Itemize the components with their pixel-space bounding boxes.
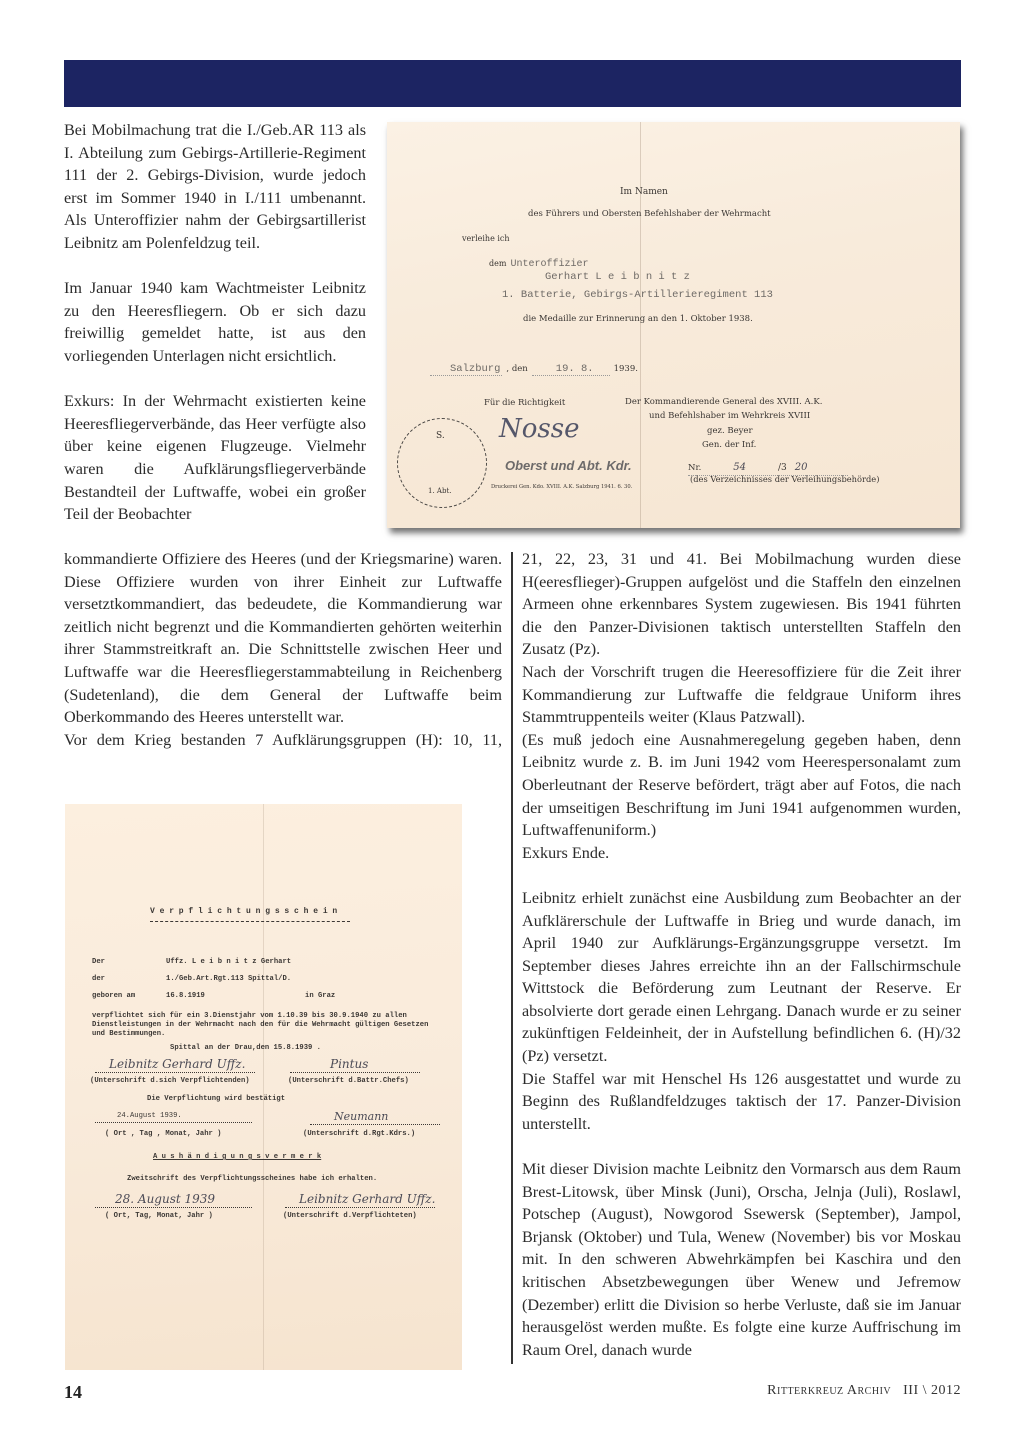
doc1-dem: dem bbox=[489, 259, 507, 268]
doc1-round-stamp bbox=[397, 418, 487, 508]
doc1-fuehrer-line: des Führers und Obersten Befehlshaber der Wehrmacht bbox=[528, 209, 771, 219]
paragraph: (Es muß jedoch eine Ausnahmeregelung gegeben haben, denn Leibnitz wurde z. B. im Juni 1942 vom Heerespersonalamt zum Oberleutnant der Reserve befördert, trägt aber auf Fotos, die nach der umseitigen Beschriftung im Juni 1941 aufgenommen wurden, Luftwaffenuniform.) bbox=[522, 730, 961, 840]
doc1-unit: 1. Batterie, Gebirgs-Artillerieregiment 113 bbox=[502, 289, 773, 301]
doc1-den: , den bbox=[506, 364, 528, 374]
paragraph: Bei Mobilmachung trat die I./Geb.AR 113 als I. Abteilung zum Gebirgs-Artillerie-Regiment 111 der 2. Gebirgs-Division, wurde jedoch erst im Sommer 1940 in I./111 umbenannt. Als Unteroffizier nahm der Gebirgsartillerist Leibnitz am Polenfeldzug teil. bbox=[64, 121, 366, 252]
doc2-sig-1: Leibnitz Gerhard Uffz. bbox=[95, 1056, 255, 1073]
doc2-receipt-title: A u s h ä n d i g u n g s v e r m e r k bbox=[153, 1153, 322, 1161]
doc1-place: Salzburg bbox=[430, 363, 502, 376]
doc2-sig-1-label: (Unterschrift d.sich Verpflichtenden) bbox=[90, 1077, 250, 1085]
doc1-im-namen: Im Namen bbox=[620, 187, 668, 197]
doc1-date: 19. 8. bbox=[532, 363, 610, 376]
doc1-name: Gerhart L e i b n i t z bbox=[545, 271, 690, 283]
doc1-officer-stamp: Oberst und Abt. Kdr. bbox=[505, 458, 632, 473]
doc2-receipt-text: Zweitschrift des Verpflichtungsscheines habe ich erhalten. bbox=[127, 1175, 378, 1183]
column-divider bbox=[511, 552, 513, 1364]
doc1-place-date bbox=[430, 358, 638, 376]
doc2-title: V e r p f l i c h t u n g s s c h e i n bbox=[150, 907, 338, 916]
doc1-general-3: gez. Beyer bbox=[707, 426, 753, 436]
doc2-sig-2: Pintus bbox=[290, 1056, 420, 1073]
doc1-stamp-letter: S. bbox=[436, 431, 445, 441]
doc2-der-label: Der bbox=[92, 958, 105, 966]
paragraph: kommandierte Offiziere des Heeres (und der Kriegsmarine) waren. Diese Offiziere wurden von ihrer Einheit zur Luftwaffe versetztkommandiert, das bedeudete, die Kommandierung war zeitlich nicht begrenzt und die Kommandierten gehörten weiterhin ihrer Stammstreitkraft an. Die Schnittstelle zwischen Heer und Luftwaffe war die Heeresfliegerstammabteilung in Reichenberg (Sudetenland), die dem General der Luftwaffe beim Oberkommando des Heeres unterstellt war. bbox=[64, 550, 502, 727]
doc1-signature: Nosse bbox=[499, 414, 580, 444]
doc2-der2-label: der bbox=[92, 975, 105, 983]
paragraph: Exkurs Ende. bbox=[522, 843, 610, 862]
doc1-stamp-bottom: 1. Abt. bbox=[428, 487, 452, 495]
doc2-receipt-date: 28. August 1939 bbox=[95, 1192, 252, 1208]
header-banner bbox=[64, 60, 961, 107]
doc2-der2-value: 1./Geb.Art.Rgt.113 Spittal/D. bbox=[166, 975, 292, 983]
paragraph: 21, 22, 23, 31 und 41. Bei Mobilmachung wurden diese H(eeresflieger)-Gruppen aufgelöst und die Staffeln den einzelnen Armeen ohne erkennbares System zugewiesen. Bis 1941 führten die den Panzer-Divisionen taktisch unterstellten Staffeln den Zusatz (Pz). bbox=[522, 550, 961, 659]
doc1-general-2: und Befehlshaber im Wehrkreis XVIII bbox=[649, 411, 811, 421]
doc2-confirm: Die Verpflichtung wird bestätigt bbox=[147, 1095, 286, 1103]
doc2-born-place: in Graz bbox=[305, 992, 336, 1000]
doc2-sig-2-label: (Unterschrift d.Battr.Chefs) bbox=[288, 1077, 409, 1085]
paragraph: Nach der Vorschrift trugen die Heeresoffiziere für die Zeit ihrer Kommandierung zur Luftwaffe die feldgraue Uniform ihres Stammtruppenteils weiter (Klaus Patzwall). bbox=[522, 662, 961, 727]
doc2-ort-label: ( Ort , Tag , Monat, Jahr ) bbox=[105, 1130, 222, 1138]
magazine-title: Ritterkreuz Archiv III \ 2012 bbox=[767, 1383, 961, 1398]
doc1-registry: (des Verzeichnisses der Verleihungsbehörde) bbox=[690, 474, 880, 484]
doc1-award: die Medaille zur Erinnerung an den 1. Oktober 1938. bbox=[523, 314, 753, 324]
doc2-born-label: geboren am bbox=[92, 992, 136, 1000]
doc2-sig-3-label: (Unterschrift d.Rgt.Kdrs.) bbox=[303, 1130, 416, 1138]
paragraph: Im Januar 1940 kam Wachtmeister Leibnitz zu den Heeresfliegern. Ob er sich dazu freiwillig gemeldet hatte, ist aus den vorliegenden Unterlagen nicht ersichtlich. bbox=[64, 279, 366, 365]
doc2-sig-3: Neumann bbox=[310, 1110, 440, 1125]
doc1-verleihe: verleihe ich bbox=[462, 234, 510, 243]
paragraph: Leibnitz erhielt zunächst eine Ausbildung zum Beobachter an der Aufklärerschule der Luftwaffe in Brieg und wurde danach, im April 1940 zur Aufklärungs-Ergänzungsgruppe versetzt. Im September dieses Jahres erreichte ihn an der Fallschirmschule Wittstock die Beförderung zum Leutnant der Reserve. Er absolvierte dort gerade einen Lehrgang. Danach wurde er zu seiner zukünftigen Feldeinheit, der in Aufstellung befindlichen 6. (H)/32 (Pz) versetzt. bbox=[522, 888, 961, 1066]
doc1-year: 1939. bbox=[613, 364, 638, 374]
left-column-wide bbox=[64, 548, 502, 751]
doc1-rank-line bbox=[489, 253, 588, 271]
doc2-oath: verpflichtet sich für ein 3.Dienstjahr vom 1.10.39 bis 30.9.1940 zu allen Dienstleistungen in der Wehrmacht nach den für die Wehrmacht gültigen Gesetzen und Bestimmungen. bbox=[92, 1012, 429, 1038]
doc2-sig-4: Leibnitz Gerhard Uffz. bbox=[285, 1192, 435, 1208]
left-column-top bbox=[64, 119, 366, 526]
paragraph: Die Staffel war mit Henschel Hs 126 ausgestattet und wurde zu Beginn des Rußlandfeldzuges taktisch der 17. Panzer-Division unterstellt. bbox=[522, 1069, 961, 1133]
doc2-born-value: 16.8.1919 bbox=[166, 992, 205, 1000]
doc1-nr-value: 54 bbox=[733, 462, 747, 473]
doc1-rank: Unteroffizier bbox=[510, 259, 589, 270]
medal-certificate-photo bbox=[387, 122, 960, 528]
paragraph: Vor dem Krieg bestanden 7 Aufklärungsgruppen (H): 10, 11, bbox=[64, 730, 502, 749]
right-column bbox=[522, 548, 961, 1361]
doc1-richtigkeit: Für die Richtigkeit bbox=[484, 398, 566, 408]
doc1-nr-hand: 20 bbox=[794, 462, 808, 473]
doc2-sig-4-label: (Unterschrift d.Verpflichteten) bbox=[283, 1212, 417, 1220]
doc1-nr-label: Nr. bbox=[688, 463, 702, 473]
commitment-certificate-photo bbox=[65, 804, 462, 1370]
page-number: 14 bbox=[64, 1382, 82, 1402]
doc2-der-value: Uffz. L e i b n i t z Gerhart bbox=[166, 958, 292, 966]
doc1-general-4: Gen. der Inf. bbox=[702, 440, 757, 450]
doc2-confirm-date: 24.August 1939. bbox=[95, 1112, 252, 1123]
doc1-general-1: Der Kommandierende General des XVIII. A.K. bbox=[625, 397, 823, 407]
doc1-printer: Druckerei Gen. Kdo. XVIII. A.K. Salzburg 1941. 6. 30. bbox=[491, 484, 633, 490]
paragraph: Exkurs: In der Wehrmacht existierten keine Heeresfliegerverbände, das Heer verfügte also über keine eigenen Flugzeuge. Vielmehr waren die Aufklärungsfliegerverbände Bestandteil der Luftwaffe, wobei ein großer Teil der Beobachter bbox=[64, 392, 366, 524]
paragraph: Mit dieser Division machte Leibnitz den Vormarsch aus dem Raum Brest-Litowsk, über Minsk (Juni), Orscha, Jelnja (Juli), Roslawl, Potschep (August), Nowgorod Ssewersk (September), Jampol, Brjansk (Oktober) und Tula, Wenew (November) bis vor Moskau mit. In den schweren Abwehrkämpfen bei Kaschira und den kritischen Absetzbewegungen über Wenew und Jefremow (Dezember) erlitt die Division so herbe Verluste, daß sie im Januar herausgelöst werden mußte. Es folgte eine kurze Auffrischung im Raum Orel, danach wurde bbox=[522, 1160, 961, 1359]
doc1-nr-suffix: /3 bbox=[778, 463, 787, 473]
doc2-ort-label-2: ( Ort, Tag, Monat, Jahr ) bbox=[105, 1212, 213, 1220]
doc2-place-date: Spittal an der Drau,den 15.8.1939 . bbox=[170, 1044, 321, 1052]
